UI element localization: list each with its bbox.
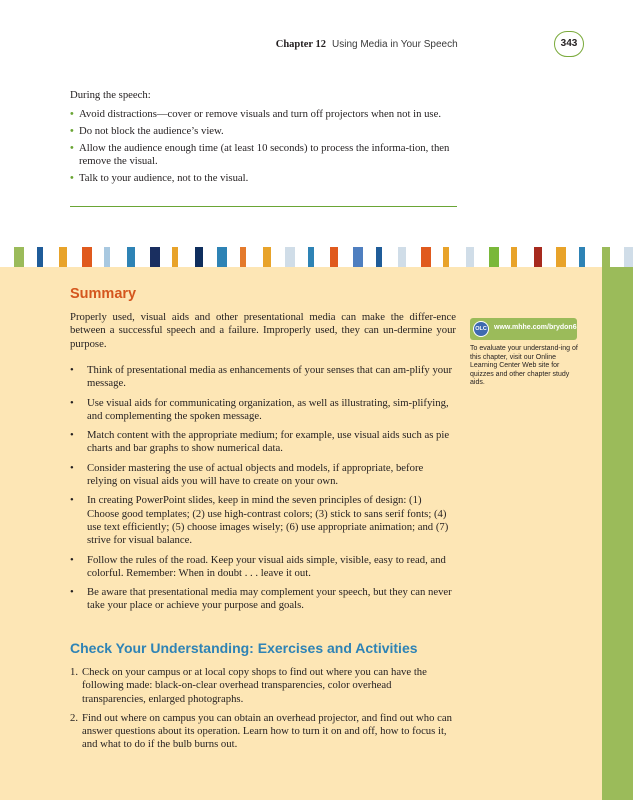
list-item <box>70 364 456 391</box>
stripe <box>14 247 24 267</box>
bullet-icon: • <box>70 429 74 442</box>
list-item <box>70 429 456 456</box>
list-item <box>70 666 456 706</box>
chapter-title: Using Media in Your Speech <box>332 39 458 50</box>
list-item <box>70 397 456 424</box>
stripe <box>195 247 203 267</box>
olc-badge-icon: OLC <box>473 321 489 337</box>
stripe <box>217 247 227 267</box>
list-item <box>70 108 460 121</box>
list-item <box>70 125 460 138</box>
list-item-text: Match content with the appropriate medium; for example, use visual aids such as pie charts and bar graphs to show numerical data. <box>87 429 450 455</box>
bullet-icon: • <box>70 553 74 566</box>
stripe <box>82 247 92 267</box>
exercises-heading: Check Your Understanding: Exercises and Activities <box>70 640 418 656</box>
list-item-text: Do not block the audience’s view. <box>79 125 224 137</box>
stripe <box>172 247 178 267</box>
bullet-icon: • <box>70 172 74 184</box>
stripe <box>308 247 314 267</box>
during-speech-list <box>70 108 460 185</box>
summary-heading: Summary <box>70 286 137 302</box>
summary-intro: Properly used, visual aids and other presentational media can make the differ-ence between a successful speech and a failure. Improperly used, they can un-dermine your purpose. <box>70 311 456 350</box>
stripe <box>534 247 542 267</box>
list-item-text: Find out where on campus you can obtain an overhead projector, and find out who can answer questions about its operation. Learn how to turn it on and off, how to focus it, and what to do if the bulb burns out. <box>82 711 452 751</box>
stripe <box>59 247 67 267</box>
list-item-text: In creating PowerPoint slides, keep in mind the seven principles of design: (1) Choose good templates; (2) use high-contrast colors; (3) stick to sans serif fonts; (4) use text efficiently; (5) choose images wisely; (6) use appropriate animation; and (7) strive for visual balance. <box>87 494 449 547</box>
list-item-text: Follow the rules of the road. Keep your visual aids simple, visible, easy to read, and colorful. Remember: When in doubt . . . leave it out. <box>87 553 446 579</box>
stripe <box>285 247 295 267</box>
stripe <box>150 247 160 267</box>
margin-color-bar <box>602 267 633 800</box>
stripe <box>556 247 566 267</box>
list-item <box>70 586 456 613</box>
list-item <box>70 462 456 489</box>
stripe <box>240 247 246 267</box>
during-speech-section <box>70 89 460 189</box>
stripe <box>579 247 585 267</box>
list-item-text: Avoid distractions—cover or remove visuals and turn off projectors when not in use. <box>79 108 442 120</box>
decorative-stripe-band <box>0 247 633 267</box>
list-item <box>70 142 460 168</box>
bullet-icon: • <box>70 108 74 120</box>
stripe <box>376 247 382 267</box>
item-number: 2. <box>70 711 79 724</box>
list-item <box>70 494 456 547</box>
section-divider <box>70 206 457 207</box>
list-item-text: Be aware that presentational media may complement your speech, but they can never take your place or achieve your purpose and goals. <box>87 586 452 612</box>
stripe <box>330 247 338 267</box>
list-item <box>70 712 456 752</box>
page-number: 343 <box>554 31 584 57</box>
stripe <box>511 247 517 267</box>
stripe <box>421 247 431 267</box>
summary-points <box>70 364 456 619</box>
list-item-text: Talk to your audience, not to the visual. <box>79 172 249 184</box>
bullet-icon: • <box>70 125 74 137</box>
bullet-icon: • <box>70 494 74 507</box>
stripe <box>466 247 474 267</box>
olc-link-box[interactable] <box>470 318 577 340</box>
running-head <box>0 38 633 54</box>
list-item-text: Use visual aids for communicating organization, as well as illustrating, sim-plifying, and complementing the spoken message. <box>87 396 449 422</box>
list-item-text: Think of presentational media as enhancements of your senses that can am-plify your message. <box>87 364 453 390</box>
stripe <box>263 247 271 267</box>
bullet-icon: • <box>70 461 74 474</box>
stripe <box>37 247 43 267</box>
chapter-label: Chapter 12 <box>275 39 326 50</box>
stripe <box>624 247 633 267</box>
stripe <box>443 247 449 267</box>
exercises-list <box>70 666 456 758</box>
stripe <box>104 247 110 267</box>
olc-note: To evaluate your understand-ing of this chapter, visit our Online Learning Center Web site for quizzes and other chapter study aids. <box>470 345 578 387</box>
bullet-icon: • <box>70 364 74 376</box>
list-item <box>70 172 460 185</box>
stripe <box>602 247 610 267</box>
bullet-icon: • <box>70 586 74 599</box>
list-item-text: Consider mastering the use of actual objects and models, if appropriate, before relying on visual aids you will have to create on your own. <box>87 461 424 488</box>
bullet-icon: • <box>70 142 74 154</box>
list-item-text: Allow the audience enough time (at least 10 seconds) to process the informa-tion, then remove the visual. <box>79 142 450 167</box>
stripe <box>398 247 406 267</box>
stripe <box>489 247 499 267</box>
olc-url-link[interactable]: www.mhhe.com/brydon6 <box>494 324 577 331</box>
bullet-icon: • <box>70 396 74 409</box>
stripe <box>127 247 135 267</box>
list-item <box>70 554 456 581</box>
during-speech-heading: During the speech: <box>70 89 151 101</box>
stripe <box>353 247 363 267</box>
item-number: 1. <box>70 666 79 678</box>
list-item-text: Check on your campus or at local copy shops to find out where you can have the following made: black-on-clear overhead transparencies, color overhead transparencies, enlarged photographs. <box>82 666 427 705</box>
